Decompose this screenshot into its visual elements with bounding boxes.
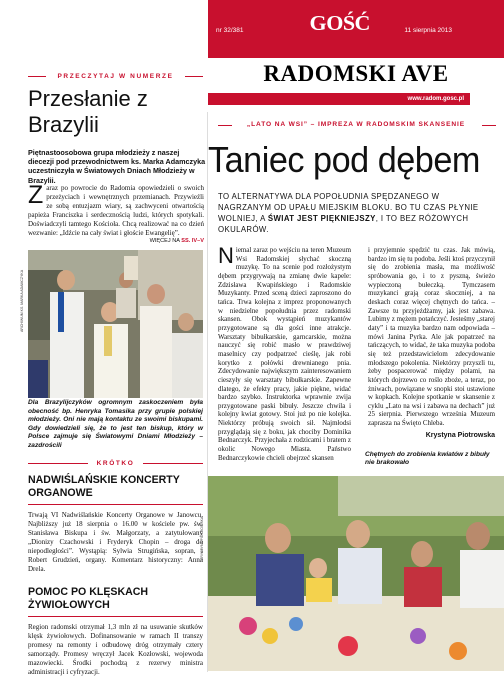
website-url[interactable]: www.radom.gosc.pl xyxy=(208,93,470,105)
youth-group-photo xyxy=(28,250,203,398)
short-news-text: Trwają VI Nadwiślańskie Koncerty Organowe w Janowcu. Najbliższy już 18 sierpnia o 16.00 w kościele pw. św. Stanisława Biskupa i św. Małgorzaty, a zatytułowany „Dionizy Czachowski i Fryderyk Chopin – droga do niepodległości”. Wystąpią: Sylwia Strugińska, sopran, i Robert Grudzień, organy. Komentarz historyczny: Anna Drela. xyxy=(28,511,203,573)
short-news-item xyxy=(28,586,203,677)
short-news-list xyxy=(28,474,203,677)
masthead xyxy=(208,0,504,58)
issue-date: 11 sierpnia 2013 xyxy=(404,27,452,34)
main-article-lead: TO ALTERNATYWA DLA POPOŁUDNIA SPĘDZANEGO W NAGRZANYM OD UPAŁU MIEJSKIM BLOKU. BO TU CZAS PŁYNIE WOLNIEJ, A ŚWIAT JEST PIĘKNIEJSZY, I TO BEZ RÓŻOWYCH OKULARÓW. xyxy=(218,192,479,234)
left-photo-caption: Dla Brazylijczyków ogromnym zaskoczeniem była obecność bp. Henryka Tomasika przy grupie polskiej młodzieży. Oni nie mają kontaktu ze swoimi biskupami. Gdy dowiedzieli się, że to jest ten biskup, który w Polsce zajmuje się Światowymi Dniami Młodzieży – zazdrościli xyxy=(28,399,203,449)
short-news-text: Region radomski otrzymał 1,3 mln zł na usuwanie skutków klęsk żywiołowych. Dofinansowanie w ramach II transzy promesy na remonty i odbudowę dróg otrzymały cztery samorządy. Promesy wręczył Jacek Kozłowski, wojewoda mazowiecki. Środki pochodzą z rezerwy ministra administracji i cyfryzacji. xyxy=(28,623,203,676)
short-news-title: NADWIŚLAŃSKIE KONCERTY ORGANOWE xyxy=(28,474,180,499)
short-news-header: KRÓTKO xyxy=(28,460,203,467)
main-article-column-1: Niemal zaraz po wejściu na teren Muzeum Wsi Radomskiej słychać skoczną muzykę. To na scenie pod rozłożystym dębem przygrywają na zmianę dwie kapele: Zdzisława Kwapińskiego i Radomskie Muzykanty. Przed sceną dzieci zaproszono do tańca. Trwa kolejna z imprez proponowanych w niedzielne popołudnia przez radomski skansen. Obok wystąpień muzykantów przygotowane są dla gości inne atrakcje. Warsztaty bibułkarskie, garncarskie, można nauczyć się robić masło w prawdziwej maselnicy czy podpatrzeć cieślę, jak robi korytko z połówki drewnianego pnia. Zdecydowanie największym zainteresowaniem cieszyły się warsztaty bibułkarskie. Zapewne dlatego, że efekty pracy, jakie piękne, widać bardzo szybko. Instruktorka wprawnie zwija przygotowane paski bibuły. Jeszcze chwila i kolejny kwiat gotowy. Stoi już po nie kolejka. Niektórzy próbują swoich sił. Najmłodsi przyglądają się z boku, jak chociby Dominika Bednarczyk. Przyjechała z rodzicami i bratem z okolic Nowego Miasta. Państwo Bednarczykowie chcieli obejrzeć skansen xyxy=(218,243,351,462)
short-news-title: POMOC PO KLĘSKACH ŻYWIOŁOWYCH xyxy=(28,586,149,611)
photo-credit: ARCHIWUM KS. MARKA ADAMCZYKA xyxy=(20,269,24,332)
main-photo-caption: Chętnych do zrobienia kwiatów z bibuły nie brakowało xyxy=(365,451,490,467)
short-news-item xyxy=(28,474,203,574)
workshop-photo xyxy=(208,476,504,671)
left-article-title: Przesłanie z Brazylii xyxy=(28,86,148,137)
edition-title: RADOMSKI AVE xyxy=(263,61,449,86)
article-author: Krystyna Piotrowska xyxy=(425,432,495,439)
drop-cap: Z xyxy=(28,181,44,209)
more-pages-link[interactable]: WIĘCEJ NA SS. IV–V xyxy=(149,238,204,245)
section-header-in-issue: PRZECZYTAJ W NUMERZE xyxy=(28,73,203,80)
main-article-column-2: i przyjemnie spędzić tu czas. Jak mówią, bardzo im się tu podoba. Jeśli ktoś przyczynił się do zrobienia masła, ma możliwość spróbowania go, i to z pyszną, świeżo wypieczoną bułeczką. Tymczasem muzykanci grają coraz skoczniej, a na deskach coraz więcej chętnych do tańca. – Zawsze tu przyjeżdżamy, jak jest zabawa. Lubimy z mężem potańczyć. Jesteśmy „starej daty” i ta muzyka bardzo nam odpowiada – mówi Janina Pyrka. Ale jak popatrzeć na tańczących, to widać, że taka muzyka podoba się też przedstawicielom zdecydowanie młodszego pokolenia. Niektórzy przyszli tu, żeby pospacerować między polami, na których dojrzewo co roślo zboże, a teraz, po żniwach, powiązane w snopki stoi ustawione w kopkach. Kolejne spotkanie w skansenie z cyklu „Lato na wsi i zabawa na dechach” już 25 sierpnia. Pierwszego września Muzeum zaprasza na Święto Chleba. xyxy=(368,246,495,428)
main-article-title: Taniec pod dębem xyxy=(208,139,480,180)
drop-cap: N xyxy=(218,243,234,268)
column-divider xyxy=(207,112,208,672)
issue-number: nr 32/381 xyxy=(216,27,244,34)
left-article-lead: Piętnastoosobowa grupa młodzieży z naszej diecezji pod przewodnictwem ks. Marka Adamczyka uczestniczyła w Światowych Dniach Młodzieży w Brazylii. xyxy=(28,148,206,185)
photo-credit: KRYSTYNA PIOTROWSKA xyxy=(200,516,204,560)
left-article-body: Zaraz po powrocie do Radomia opowiedzieli o swoich przeżyciach i wewnętrznych przemianach. Przywieźli ze sobą entuzjazm wiary, są zachwyceni otwartością papieża Franciszka i serdecznością ludzi, których spotykali. Doświadczyli tamtego Kościoła. Chcą realizować na co dzień wezwanie: „Idźcie na cały świat i głoście Ewangelię”. WIĘCEJ NA SS. IV–V xyxy=(28,181,204,245)
main-article-kicker: „LATO NA WSI” – IMPREZA W RADOMSKIM SKANSENIE xyxy=(208,121,504,128)
gosc-logo: GOŚĆ xyxy=(309,11,370,35)
